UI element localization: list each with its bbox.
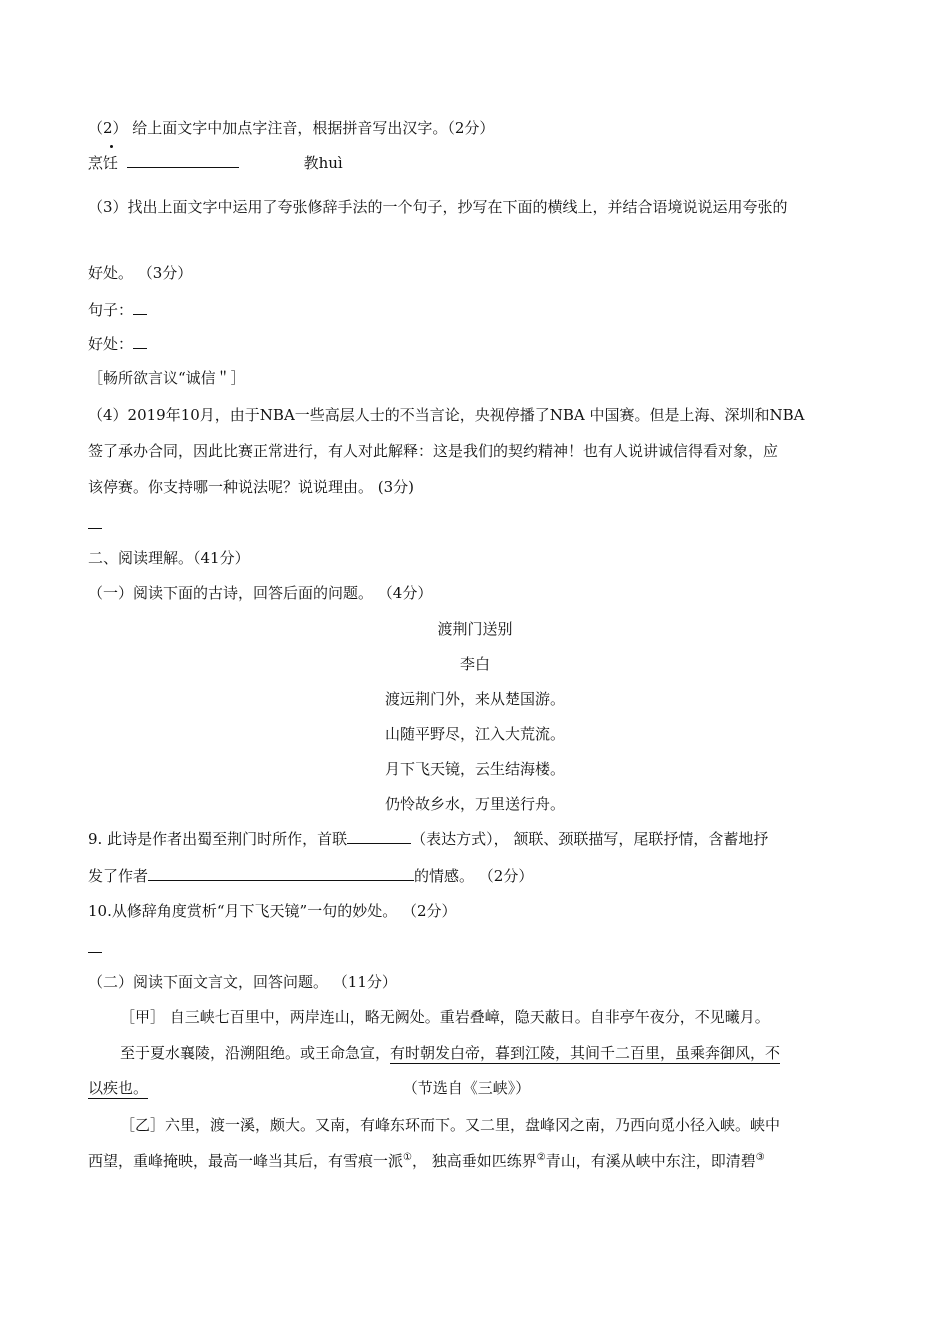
q9-text-d: 的情感。 （2分） <box>414 867 534 885</box>
q10-prompt: 10.从修辞角度赏析“月下飞天镜”一句的妙处。 （2分） <box>88 902 457 920</box>
q2-blank-pinyin[interactable] <box>127 153 239 168</box>
q4-line1: （4）2019年10月，由于NBA一些高层人士的不当言论，央视停播了NBA 中国赛。但是上海、深圳和NBA <box>88 406 805 424</box>
q9-blank-emotion[interactable] <box>148 866 414 881</box>
q3-prompt-cont: 好处。 （3分） <box>88 264 193 282</box>
jia-line1: ［甲］ 自三峡七百里中，两岸连山，略无阙处。重岩叠嶂，隐天蔽日。自非亭午夜分，不见曦月。 <box>120 1008 770 1026</box>
poem-line: 仍怜故乡水，万里送行舟。 <box>384 795 565 813</box>
q9-blank-expression[interactable] <box>347 829 411 844</box>
yi-line2-c: 青山，有溪从峡中东注，即清碧 <box>545 1152 756 1170</box>
yi-line2-b: ， 独高垂如匹练界 <box>411 1152 537 1170</box>
q4-line3: 该停赛。你支持哪一种说法呢？说说理由。 (3分) <box>88 478 415 496</box>
q4-line2: 签了承办合同，因此比赛正常进行，有人对此解释：这是我们的契约精神！也有人说讲诚信得看对象，应 <box>88 442 779 460</box>
poem-line: 月下飞天镜，云生结海楼。 <box>384 760 565 778</box>
part2-sub1: （一）阅读下面的古诗，回答后面的问题。 （4分） <box>88 584 433 602</box>
q9-text-b: （表达方式）， 颔联、颈联描写，尾联抒情，含蓄地抒 <box>411 830 769 848</box>
q2-pinyin: 教huì <box>303 154 343 172</box>
q2-prompt: （2） 给上面文字中加点字注音，根据拼音写出汉字。（2分） <box>88 119 495 137</box>
jia-line2-plain: 至于夏水襄陵，沿溯阻绝。或王命急宣， <box>120 1044 391 1062</box>
part2-heading: 二、阅读理解。（41分） <box>88 549 250 567</box>
yi-note-2: ② <box>536 1152 546 1163</box>
q3-sentence-blank[interactable] <box>133 300 147 315</box>
yi-note-3: ③ <box>755 1152 765 1163</box>
q9-text-a: 9. 此诗是作者出蜀至荆门时所作，首联 <box>88 830 348 848</box>
q2-word-dotted: 饪 <box>103 154 119 172</box>
jia-line3-underlined: 以疾也。 <box>88 1079 149 1097</box>
jia-line3 <box>88 1078 530 1098</box>
q3-prompt: （3）找出上面文字中运用了夸张修辞手法的一个句子，抄写在下面的横线上，并结合语境说说运用夸张的 <box>88 198 788 216</box>
poem-line: 渡远荆门外，来从楚国游。 <box>384 690 565 708</box>
q2-answer-line <box>88 153 343 173</box>
q9-line2 <box>88 866 533 886</box>
q9-text-c: 发了作者 <box>88 867 149 885</box>
q3-benefit-line <box>88 334 147 354</box>
section-honesty: ［畅所欲言议“诚信＂］ <box>88 369 246 387</box>
q3-benefit-label: 好处： <box>88 335 134 353</box>
jia-line2 <box>120 1043 780 1063</box>
poem-author: 李白 <box>459 655 490 673</box>
poem-title: 渡荆门送别 <box>437 620 513 638</box>
q10-answer-blank[interactable] <box>88 952 102 953</box>
jia-line2-underlined: 有时朝发白帝，暮到江陵，其间千二百里，虽乘奔御风，不 <box>390 1044 781 1062</box>
q3-sentence-line <box>88 300 147 320</box>
q3-benefit-blank[interactable] <box>133 334 147 349</box>
q9-line1 <box>88 829 768 849</box>
poem-line: 山随平野尽，江入大荒流。 <box>384 725 565 743</box>
q3-sentence-label: 句子： <box>88 301 134 319</box>
part2-sub2: （二）阅读下面文言文，回答问题。 （11分） <box>88 973 397 991</box>
yi-note-1: ① <box>403 1152 412 1163</box>
yi-line2 <box>88 1151 765 1171</box>
yi-line1: ［乙］六里，渡一溪，颇大。又南，有峰东环而下。又二里，盘峰冈之南，乃西向觅小径入峡。峡中 <box>120 1116 781 1134</box>
q2-word-first: 烹 <box>88 154 104 172</box>
yi-line2-a: 西望，重峰掩映，最高一峰当其后，有雪痕一派 <box>88 1152 404 1170</box>
jia-source: （节选自《三峡》） <box>402 1079 531 1097</box>
q4-answer-blank[interactable] <box>88 528 102 529</box>
